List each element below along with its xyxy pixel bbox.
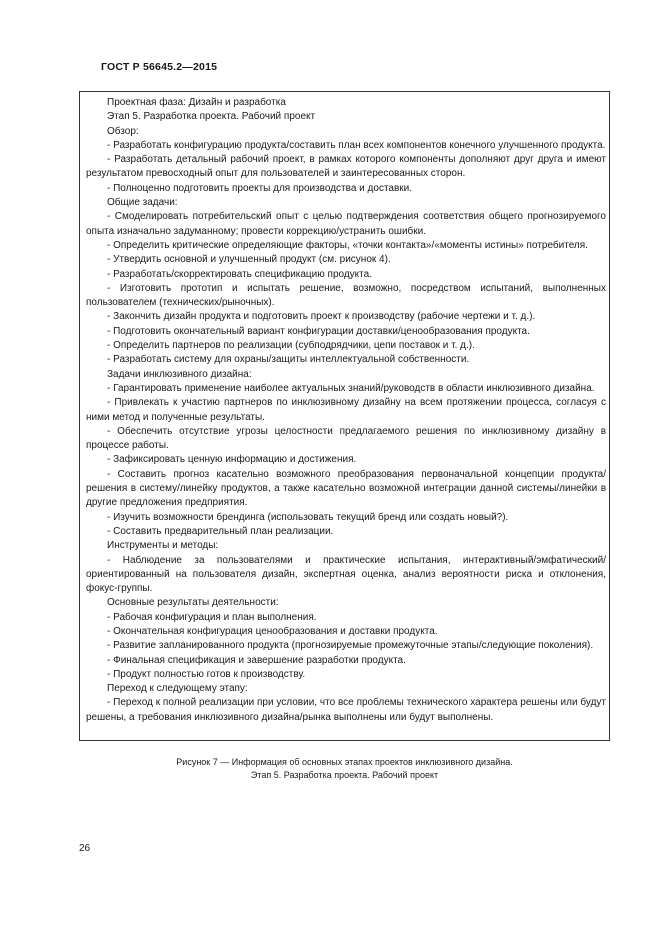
list-item: - Разработать систему для охраны/защиты интеллектуальной собственности. — [107, 354, 470, 366]
list-item: - Разработать детальный рабочий проект, в рамках которого компоненты дополняют друг друга и имеют результатом превосходный опыт для пользователей и заинтересованных сторон. — [86, 154, 606, 180]
list-item: - Полноценно подготовить проекты для производства и доставки. — [107, 182, 413, 194]
list-item: - Определить критические определяющие факторы, «точки контакта»/«моменты истины» потребителя. — [107, 239, 588, 251]
next-stage-heading: Переход к следующему этапу: — [107, 683, 248, 695]
list-item: - Определить партнеров по реализации (субподрядчики, цепи поставок и т. д.). — [107, 340, 475, 352]
list-item: - Обеспечить отсутствие угрозы целостности предлагаемого решения по инклюзивному дизайну в процессе работы. — [86, 425, 606, 452]
main-results-heading: Основные результаты деятельности: — [107, 597, 279, 609]
figure-caption — [79, 756, 610, 782]
project-phase-line: Проектная фаза: Дизайн и разработка — [107, 97, 286, 108]
list-item: - Переход к полной реализации при условии, что все проблемы технического характера решены или будут решены, а требования инклюзивного дизайна/рынка выполнены или будут выполнены. — [86, 697, 606, 723]
list-item: - Разработать/скорректировать спецификацию продукта. — [107, 268, 372, 280]
tools-methods-heading: Инструменты и методы: — [107, 540, 219, 552]
list-item: - Гарантировать применение наиболее актуальных знаний/руководств в области инклюзивного дизайна. — [107, 382, 595, 394]
list-item: - Изучить возможности брендинга (использовать текущий бренд или создать новый?). — [107, 511, 509, 523]
list-item: - Составить прогноз касательно возможного преобразования первоначальной концепции продукта/решения в систему/линейку продуктов, а также касательно возможной интеграции данной системы/линейки в другие предложения предприятия. — [86, 468, 606, 509]
list-item: - Смоделировать потребительский опыт с целью подтверждения соответствия общего прогнозируемого опыта изначально задуманному; провести коррекцию/устранить ошибки. — [86, 211, 606, 237]
list-item: - Наблюдение за пользователями и практические испытания, интерактивный/эмфатический/ориентированный на пользователя дизайн, экспертная оценка, анализ вероятности риска и отклонения, фокус-группы. — [86, 554, 606, 595]
list-item: - Зафиксировать ценную информацию и достижения. — [107, 454, 357, 466]
general-tasks-heading: Общие задачи: — [107, 197, 178, 209]
page-number: 26 — [79, 843, 91, 854]
stage-title-line: Этап 5. Разработка проекта. Рабочий проект — [107, 111, 316, 123]
overview-heading: Обзор: — [107, 125, 139, 137]
list-item: - Подготовить окончательный вариант конфигурации доставки/ценообразования продукта. — [107, 325, 530, 337]
list-item: - Закончить дизайн продукта и подготовить проект к производству (рабочие чертежи и т. д.). — [107, 311, 536, 323]
list-item: - Продукт полностью готов к производству. — [107, 668, 306, 680]
list-item: - Составить предварительный план реализации. — [107, 525, 334, 537]
document-standard-header: ГОСТ Р 56645.2—2015 — [101, 61, 218, 73]
list-item: - Рабочая конфигурация и план выполнения. — [107, 611, 317, 623]
list-item: - Развитие запланированного продукта (прогнозируемые промежуточные этапы/следующие поколения). — [107, 640, 594, 652]
list-item: - Разработать конфигурацию продукта/составить план всех компонентов конечного улучшенного продукта. — [107, 139, 606, 151]
list-item: - Утвердить основной и улучшенный продукт (см. рисунок 4). — [107, 254, 391, 266]
list-item: - Привлекать к участию партнеров по инклюзивному дизайну на всем протяжении процесса, согласуя с ними метод и полученные результаты. — [86, 397, 606, 423]
list-item: - Финальная спецификация и завершение разработки продукта. — [107, 654, 406, 666]
caption-line-2: Этап 5. Разработка проекта. Рабочий проект — [250, 770, 439, 780]
caption-line-1: Рисунок 7 — Информация об основных этапах проектов инклюзивного дизайна. — [176, 757, 513, 767]
inclusive-tasks-heading: Задачи инклюзивного дизайна: — [107, 368, 252, 380]
list-item: - Изготовить прототип и испытать решение, возможно, посредством испытаний, выполненных пользователем (технических/рыночных). — [86, 282, 606, 309]
figure-text-block — [86, 96, 606, 725]
list-item: - Окончательная конфигурация ценообразования и доставки продукта. — [107, 625, 438, 637]
